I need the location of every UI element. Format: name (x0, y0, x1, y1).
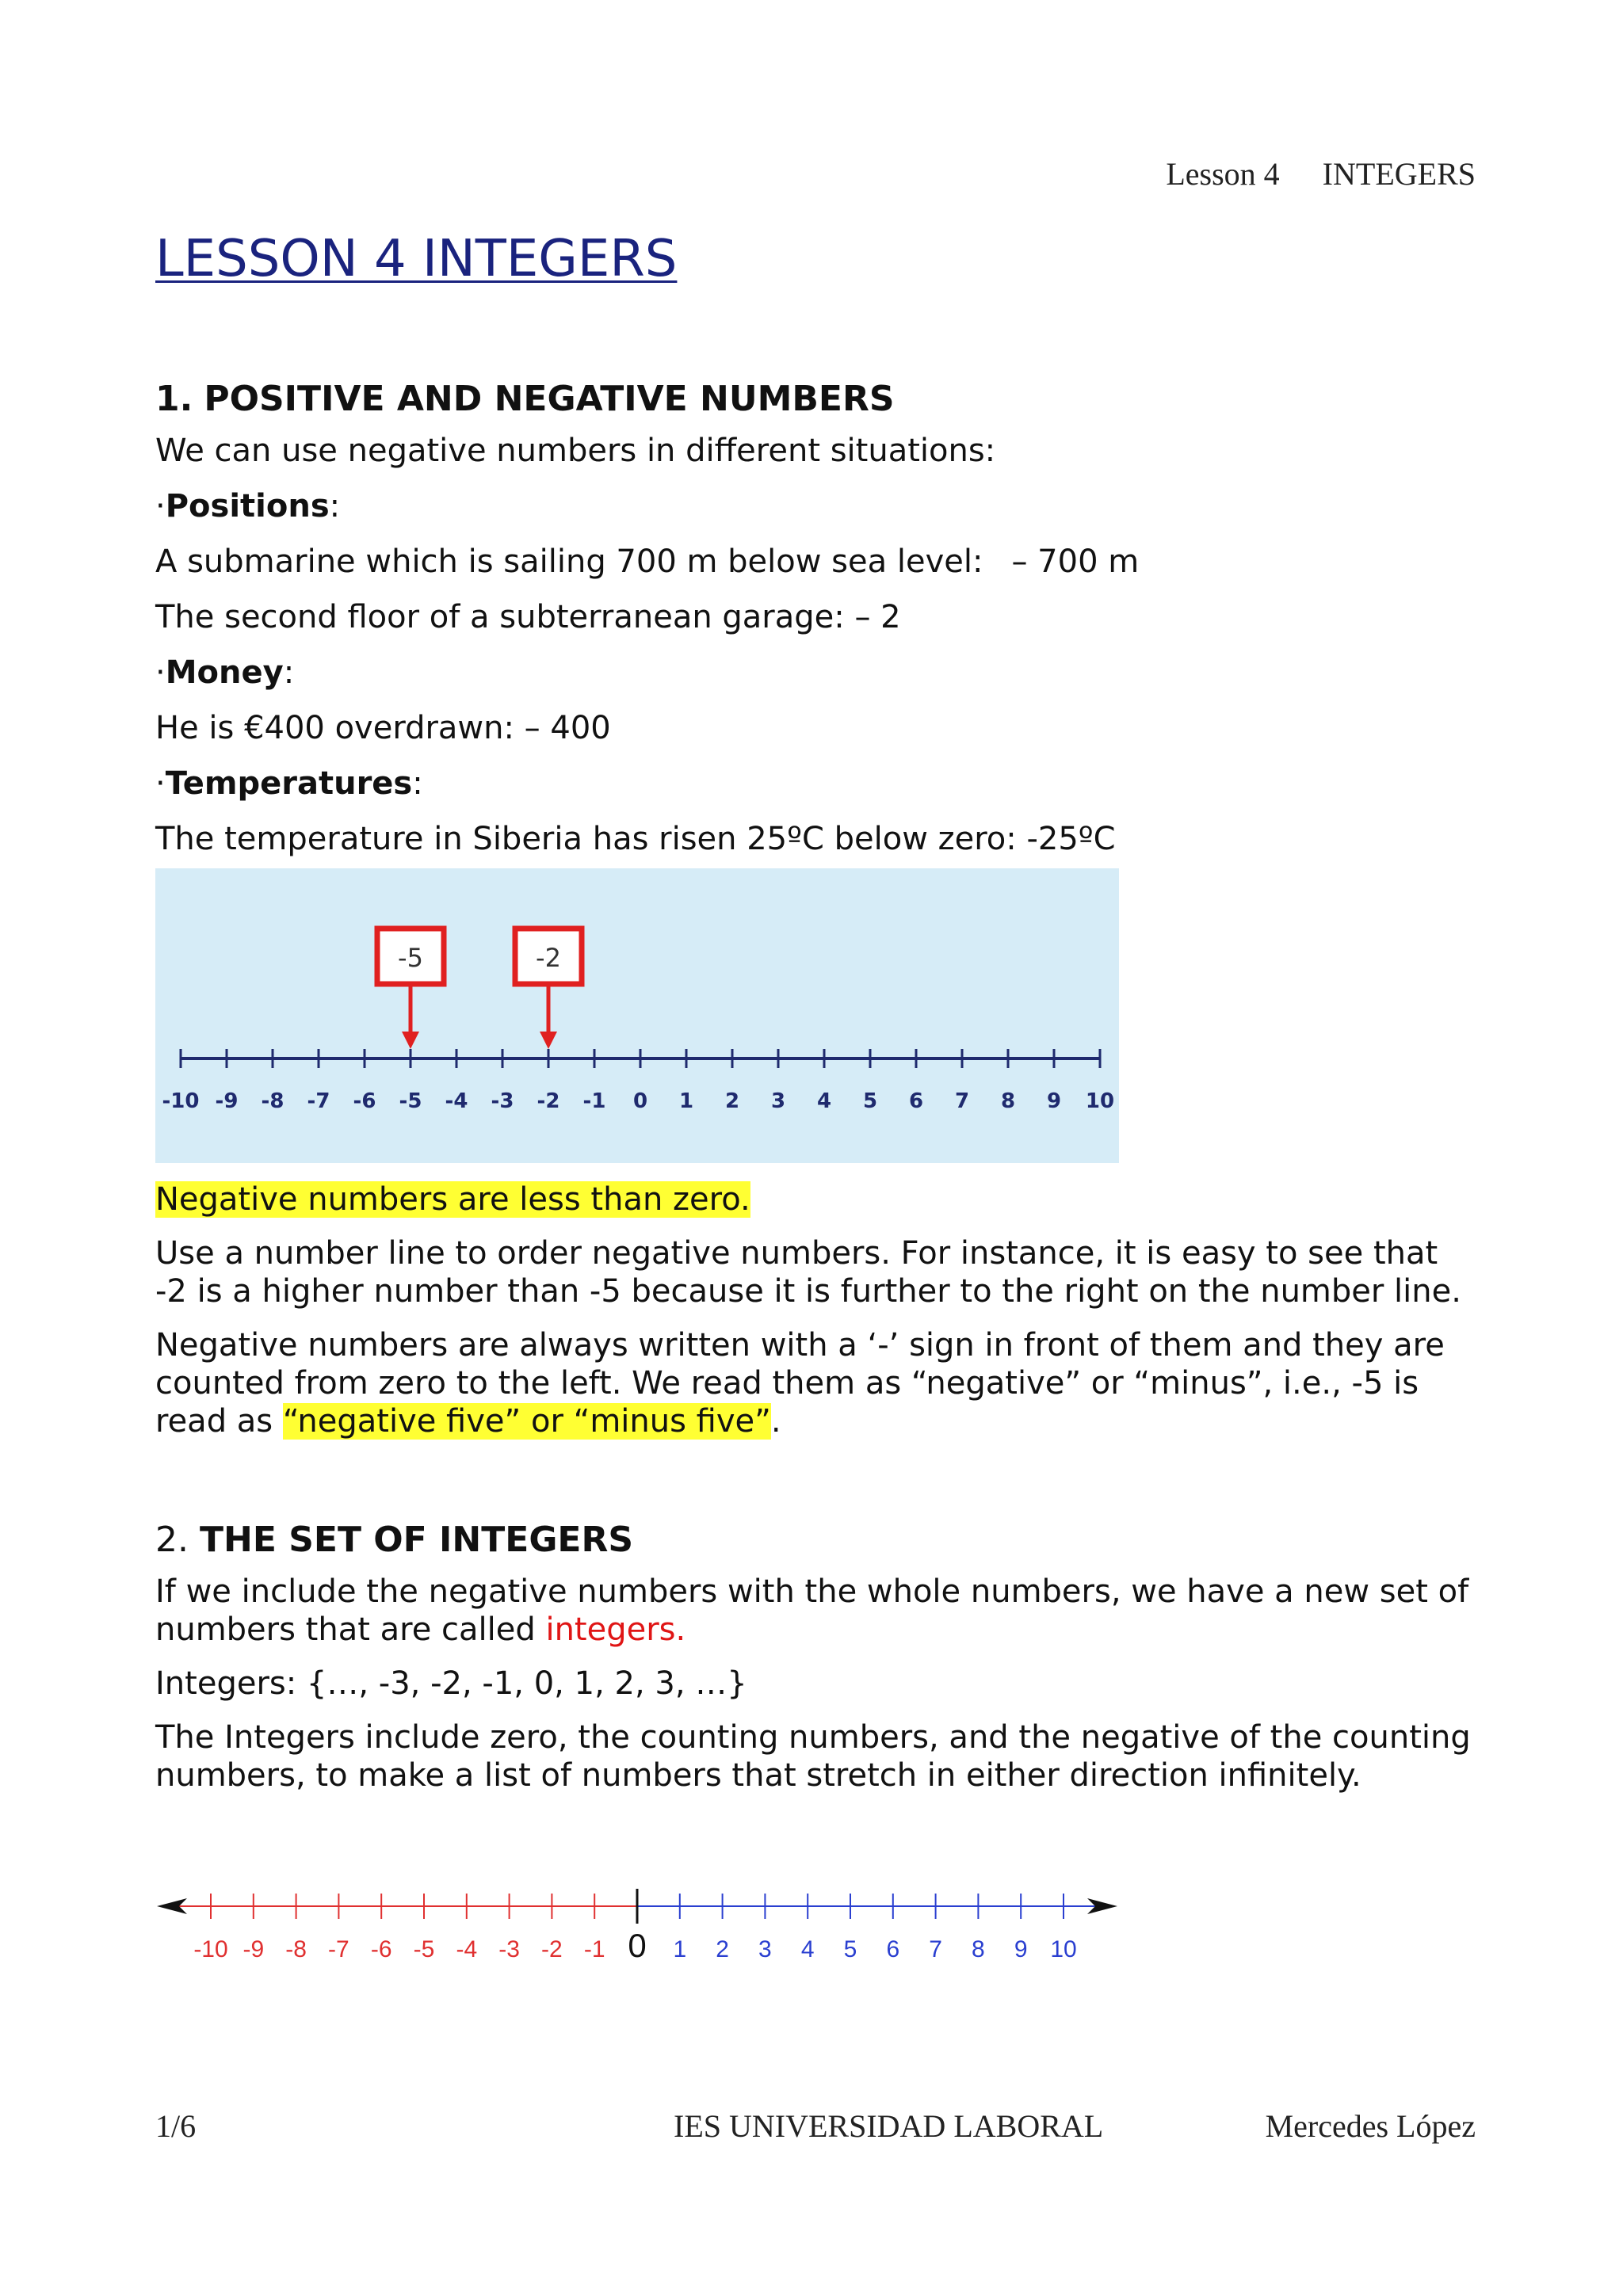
figure-2-tick-label: -2 (541, 1936, 563, 1962)
footer-school: IES UNIVERSIDAD LABORAL (674, 2108, 1104, 2144)
integers-definition (155, 1573, 1471, 1649)
figure-1-tick-label: 1 (678, 1089, 694, 1113)
section-1-intro: We can use negative numbers in different situations: (155, 433, 996, 469)
lesson-title: LESSON 4 INTEGERS (155, 230, 678, 288)
negative-notation-paragraph (155, 1326, 1471, 1440)
figure-1-tick-label: 2 (724, 1089, 740, 1113)
figure-1-tick-label: -9 (215, 1089, 239, 1113)
figure-1-tick-label: 7 (954, 1089, 970, 1113)
figure-1-tick-label: 0 (632, 1089, 648, 1113)
figure-2-tick-label: -3 (498, 1936, 520, 1962)
section-2-number: 2. (155, 1520, 189, 1560)
header-topic: INTEGERS (1322, 156, 1476, 192)
number-line-order-paragraph: Use a number line to order negative numbers. For instance, it is easy to see that -2 is a higher number than -5 because it is further to the right on the number line. (155, 1235, 1461, 1310)
figure-2-tick-label: 5 (843, 1936, 857, 1962)
highlight-text: Negative numbers are less than zero. (155, 1181, 750, 1218)
figure-2-tick-label: -4 (456, 1936, 478, 1962)
figure-2-tick-label: -9 (242, 1936, 265, 1962)
figure-1-tick-label: -6 (353, 1089, 376, 1113)
figure-2-tick-label: 8 (972, 1936, 985, 1962)
page-header (1166, 155, 1476, 193)
figure-2-tick-label: 0 (628, 1927, 647, 1964)
figure-2-tick-label: -8 (285, 1936, 307, 1962)
figure-1-tick-label: 9 (1046, 1089, 1062, 1113)
money-label: Money (165, 654, 284, 691)
figure-1-tick-label: 6 (908, 1089, 924, 1113)
figure-2-tick-label: -5 (413, 1936, 435, 1962)
figure-2-tick-label: 10 (1050, 1936, 1077, 1962)
section-1 (155, 379, 1471, 858)
positions-line-1-value: – 700 m (1011, 543, 1140, 580)
figure-2-tick-label: 3 (758, 1936, 772, 1962)
section-1-heading (155, 379, 1471, 419)
figure-2-ticks (193, 1889, 1076, 1964)
number-line-figure-2 (155, 1870, 1119, 1970)
section-1-notes (155, 1180, 1471, 1440)
figure-2-tick-label: -7 (328, 1936, 349, 1962)
section-1-title: POSITIVE AND NEGATIVE NUMBERS (204, 379, 895, 419)
figure-2-tick-label: -1 (583, 1936, 605, 1962)
figure-2-tick-label: 2 (716, 1936, 729, 1962)
integers-term: integers. (545, 1611, 686, 1648)
figure-1-tick-label: 5 (862, 1089, 878, 1113)
positions-label: Positions (165, 488, 330, 524)
section-1-number: 1. (155, 379, 193, 419)
figure-2-tick-label: -10 (193, 1936, 228, 1962)
figure-1-tick-label: -2 (537, 1089, 560, 1113)
figure-1-tick-label: -4 (445, 1089, 468, 1113)
integers-definition-text: If we include the negative numbers with the whole numbers, we have a new set of numbers that are called (155, 1573, 1469, 1648)
figure-1-marker-label: -2 (536, 943, 561, 973)
positions-line-1-text: A submarine which is sailing 700 m below sea level: (155, 543, 983, 580)
section-2-title: THE SET OF INTEGERS (199, 1520, 634, 1560)
figure-2-tick-label: 4 (800, 1936, 815, 1962)
figure-1-tick-label: -10 (162, 1089, 200, 1113)
negative-less-than-zero-note (155, 1180, 1471, 1219)
section-2-heading (155, 1520, 1471, 1560)
figure-1-marker-label: -5 (398, 943, 423, 973)
positions-heading: ·Positions: (155, 488, 341, 524)
figure-1-tick-label: 3 (770, 1089, 786, 1113)
figure-2-tick-label: 6 (886, 1936, 900, 1962)
figure-1-background (155, 868, 1119, 1163)
figure-1-tick-label: 8 (1000, 1089, 1016, 1113)
para2-pre: Negative numbers are always written with a ‘-’ sign in front of them and they are counted from zero to the left. We read them as “negative” or “minus”, i.e., -5 is read as (155, 1327, 1445, 1440)
temperatures-line: The temperature in Siberia has risen 25ºC below zero: -25ºC (155, 821, 1116, 857)
figure-1-tick-label: 10 (1085, 1089, 1115, 1113)
money-line: He is €400 overdrawn: – 400 (155, 710, 611, 746)
figure-1-tick-label: -7 (307, 1089, 330, 1113)
figure-2-tick-label: 1 (673, 1936, 687, 1962)
header-lesson: Lesson 4 (1166, 156, 1280, 192)
integers-description: The Integers include zero, the counting numbers, and the negative of the counting numbers, to make a list of numbers that stretch in either direction infinitely. (155, 1719, 1471, 1794)
figure-1-tick-label: -3 (491, 1089, 514, 1113)
footer-page-number: 1/6 (155, 2108, 197, 2144)
para2-highlight: “negative five” or “minus five” (282, 1403, 771, 1440)
temperatures-label: Temperatures (165, 765, 413, 802)
integers-set: Integers: {…, -3, -2, -1, 0, 1, 2, 3, …} (155, 1665, 747, 1702)
figure-2-tick-label: -6 (370, 1936, 392, 1962)
figure-2-tick-label: 7 (929, 1936, 942, 1962)
figure-1-tick-label: -1 (582, 1089, 606, 1113)
positions-line-1 (155, 543, 1471, 581)
figure-1-tick-label: 4 (816, 1089, 832, 1113)
figure-1-tick-label: -5 (399, 1089, 422, 1113)
money-heading: ·Money: (155, 654, 295, 691)
figure-1-tick-label: -8 (261, 1089, 285, 1113)
number-line-figure-1 (155, 868, 1119, 1163)
figure-2-tick-label: 9 (1014, 1936, 1028, 1962)
positions-line-2: The second floor of a subterranean garage: – 2 (155, 599, 901, 635)
footer-author: Mercedes López (1265, 2108, 1476, 2144)
temperatures-heading: ·Temperatures: (155, 765, 423, 802)
para2-post: . (770, 1403, 781, 1440)
section-2 (155, 1520, 1471, 1794)
